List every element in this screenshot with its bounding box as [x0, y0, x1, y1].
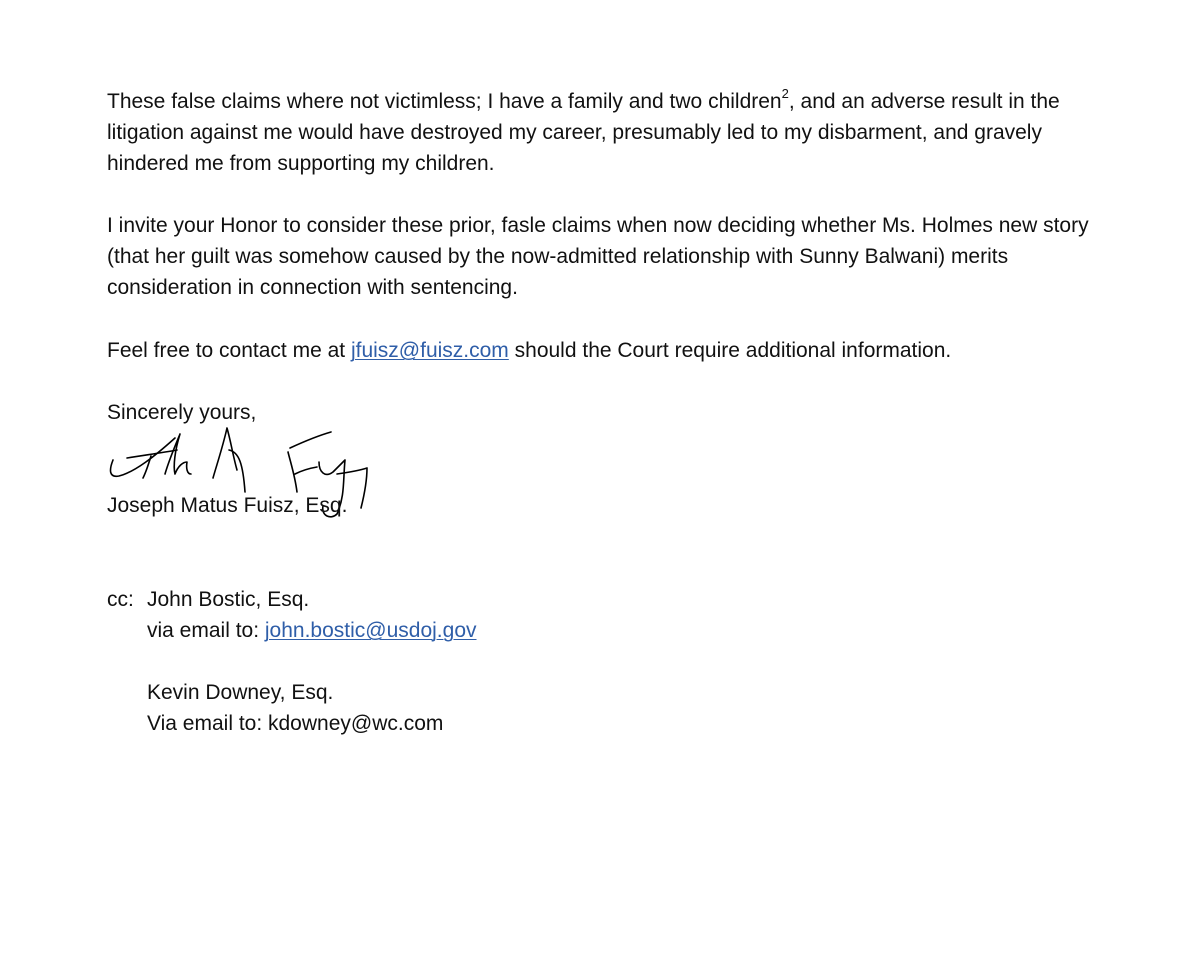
- cc-recipient1-row: [107, 584, 807, 615]
- cc-recipient1-name: John Bostic, Esq.: [147, 588, 310, 611]
- cc-recipient2-email: Via email to: kdowney@wc.com: [147, 712, 444, 735]
- cc-label: cc:: [107, 588, 134, 611]
- cc-recipient2-name: Kevin Downey, Esq.: [147, 681, 334, 704]
- contact-text-cont: should the Court require additional information.: [508, 339, 952, 362]
- signer-name: Joseph Matus Fuisz, Esq.: [107, 494, 348, 517]
- cc-recipient1-email-link[interactable]: john.bostic@usdoj.gov: [264, 619, 477, 642]
- paragraph-contact: [107, 335, 1117, 366]
- cc-block: [107, 584, 807, 739]
- contact-text: Feel free to contact me at: [107, 339, 351, 362]
- paragraph-false-claims-text: These false claims where not victimless; I have a family and two children: [107, 90, 782, 113]
- contact-email-link[interactable]: jfuisz@fuisz.com: [350, 339, 509, 362]
- paragraph-invite-honor: I invite your Honor to consider these prior, fasle claims when now deciding whether Ms. Holmes new story (that her guilt was somehow caused by the now-admitted relationship with Sunny Balwani) merits consideration in connection with sentencing.: [107, 214, 1089, 299]
- cc-spacer: [107, 646, 807, 677]
- paragraph-false-claims-text-cont: , and an adverse result in the litigation against me would have destroyed my career, presumably led to my disbarment, and gravely hindered me from supporting my children.: [107, 90, 1060, 175]
- cc-recipient1-via: via email to:: [147, 619, 265, 642]
- paragraph-false-claims: [107, 86, 1117, 179]
- closing-salutation: Sincerely yours,: [107, 401, 257, 424]
- footnote-marker[interactable]: 2: [781, 86, 789, 101]
- cc-recipient1-email-row: [107, 615, 807, 646]
